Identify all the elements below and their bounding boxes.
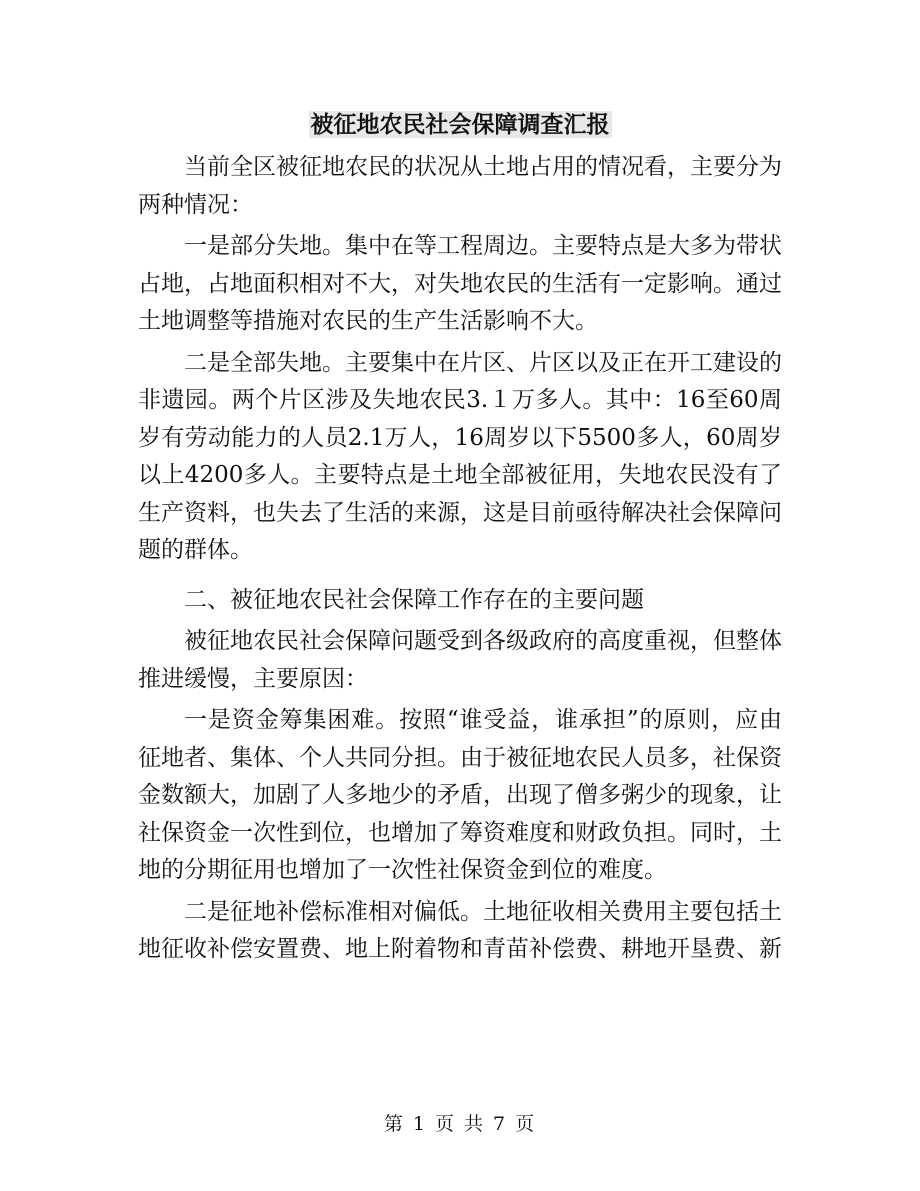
section-heading-problems: 二、被征地农民社会保障工作存在的主要问题 <box>184 586 644 613</box>
document-title-text: 被征地农民社会保障调查汇报 <box>310 111 610 138</box>
paragraph-problems-intro: 被征地农民社会保障问题受到各级政府的高度重视，但整体推进缓慢，主要原因： <box>138 628 782 692</box>
paragraph-intro: 当前全区被征地农民的状况从土地占用的情况看，主要分为两种情况： <box>138 154 782 218</box>
document-body <box>138 149 782 973</box>
document-title <box>0 108 920 142</box>
paragraph-funding: 一是资金筹集困难。按照“谁受益，谁承担”的原则，应由征地者、集体、个人共同分担。由于被征地农民人员多，社保资金数额大，加剧了人多地少的矛盾，出现了僧多粥少的现象，让社保资金一次性到位，也增加了筹资难度和财政负担。同时，土地的分期征用也增加了一次性社保资金到位的难度。 <box>138 707 782 883</box>
paragraph-compensation: 二是征地补偿标准相对偏低。土地征收相关费用主要包括土地征收补偿安置费、地上附着物和青苗补偿费、耕地开垦费、新 <box>138 898 782 962</box>
paragraph-partial-loss: 一是部分失地。集中在等工程周边。主要特点是大多为带状占地，占地面积相对不大，对失地农民的生活有一定影响。通过土地调整等措施对农民的生产生活影响不大。 <box>138 233 782 334</box>
paragraph-total-loss: 二是全部失地。主要集中在片区、片区以及正在开工建设的非遗园。两个片区涉及失地农民3.１万多人。其中：16至60周岁有劳动能力的人员2.1万人，16周岁以下5500多人，60周岁以上4200多人。主要特点是土地全部被征用，失地农民没有了生产资料，也失去了生活的来源，这是目前亟待解决社会保障问题的群体。 <box>138 349 782 563</box>
page-number: 第 1 页 共 7 页 <box>383 1113 537 1135</box>
